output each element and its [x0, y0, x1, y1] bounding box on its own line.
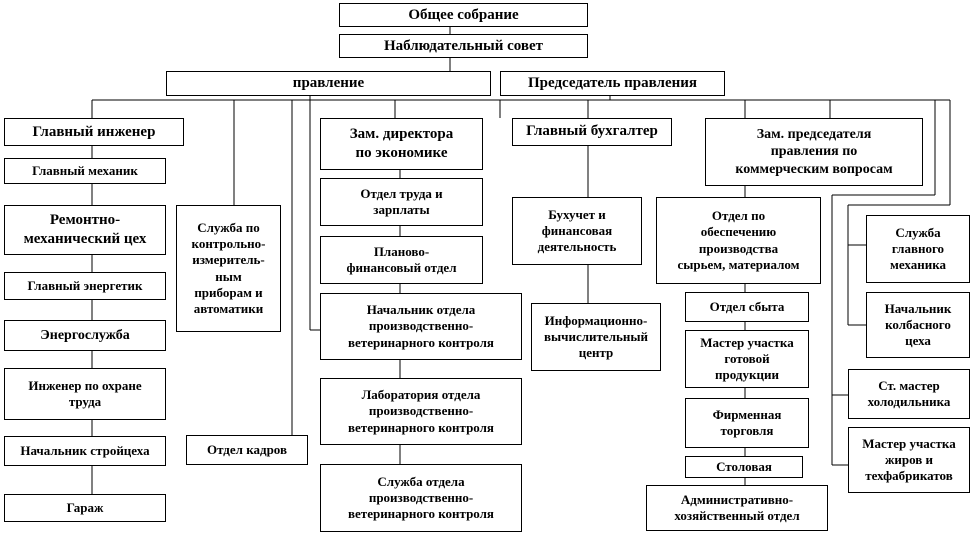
node-supervisory-board [339, 34, 588, 58]
node-labor-dept [320, 178, 483, 226]
node-label: Инженер по охране труда [28, 377, 142, 409]
node-label: Служба отдела производственно- ветеринарного контроля [348, 473, 494, 522]
node-board [166, 71, 491, 96]
node-label: Главный инженер [32, 123, 156, 140]
node-it-center [531, 303, 661, 371]
node-brand-trade [685, 398, 809, 448]
node-label: Начальник колбасного цеха [884, 300, 952, 349]
node-garage [4, 494, 166, 522]
node-chairman [500, 71, 725, 96]
node-deputy-commercial [705, 118, 923, 186]
node-general-meeting [339, 3, 588, 27]
node-chief-mechanic-service [866, 215, 970, 283]
node-supply-dept [656, 197, 821, 284]
node-label: Начальник отдела производственно- ветеринарного контроля [348, 302, 494, 350]
node-label: Планово- финансовый отдел [346, 243, 457, 275]
node-finished-goods-master [685, 330, 809, 388]
node-deputy-economics [320, 118, 483, 170]
node-label: Общее собрание [408, 6, 519, 23]
node-fridge-master [848, 369, 970, 419]
node-label: Мастер участка готовой продукции [700, 334, 794, 383]
node-label: Лаборатория отдела производственно- ветеринарного контроля [348, 387, 494, 435]
node-label: Ст. мастер холодильника [867, 377, 951, 409]
node-label: Наблюдательный совет [383, 37, 544, 54]
node-power-service [4, 320, 166, 351]
node-chief-mechanic [4, 158, 166, 184]
node-hr-dept [186, 435, 308, 465]
node-label: Энергослужба [40, 327, 130, 343]
node-repair-shop [4, 205, 166, 255]
node-label: Служба по контрольно- измеритель- ным приборам и автоматики [191, 219, 266, 316]
node-chief-power [4, 272, 166, 300]
node-accounting [512, 197, 642, 265]
node-label: Информационно- вычислительный центр [544, 312, 648, 361]
node-chief-engineer [4, 118, 184, 146]
node-planning-dept [320, 236, 483, 284]
node-fats-master [848, 427, 970, 493]
node-label: Ремонтно- механический цех [23, 212, 147, 247]
node-label: Административно- хозяйственный отдел [674, 491, 800, 523]
node-sales-dept [685, 292, 809, 322]
node-label: Зам. директора по экономике [349, 126, 454, 161]
node-label: Столовая [716, 458, 772, 474]
node-admin-dept [646, 485, 828, 531]
node-label: Гараж [66, 499, 104, 515]
node-vet-lab [320, 378, 522, 445]
node-label: Отдел по обеспечению производства сырьем, материалом [677, 208, 800, 272]
node-label: Бухучет и финансовая деятельность [537, 206, 617, 255]
node-vet-control-head [320, 293, 522, 360]
node-safety-engineer [4, 368, 166, 420]
node-chief-accountant [512, 118, 672, 146]
node-label: Фирменная торговля [712, 406, 782, 438]
node-label: Отдел кадров [206, 441, 287, 457]
node-label: Главный бухгалтер [526, 123, 658, 139]
node-label: Отдел сбыта [709, 298, 785, 314]
node-kip-service [176, 205, 281, 332]
node-label: Главный механик [32, 162, 138, 178]
node-canteen [685, 456, 803, 478]
node-label: Мастер участка жиров и техфабрикатов [862, 435, 956, 484]
node-label: Главный энергетик [27, 277, 143, 293]
node-vet-service [320, 464, 522, 532]
node-label: Председатель правления [527, 75, 698, 92]
node-label: Служба главного механика [890, 224, 946, 273]
node-construction-head [4, 436, 166, 466]
node-label: Начальник стройцеха [20, 442, 150, 458]
node-label: правление [292, 75, 365, 92]
node-label: Отдел труда и зарплаты [360, 185, 443, 217]
node-sausage-head [866, 292, 970, 358]
node-label: Зам. председателя правления по коммерческим вопросам [735, 126, 893, 177]
